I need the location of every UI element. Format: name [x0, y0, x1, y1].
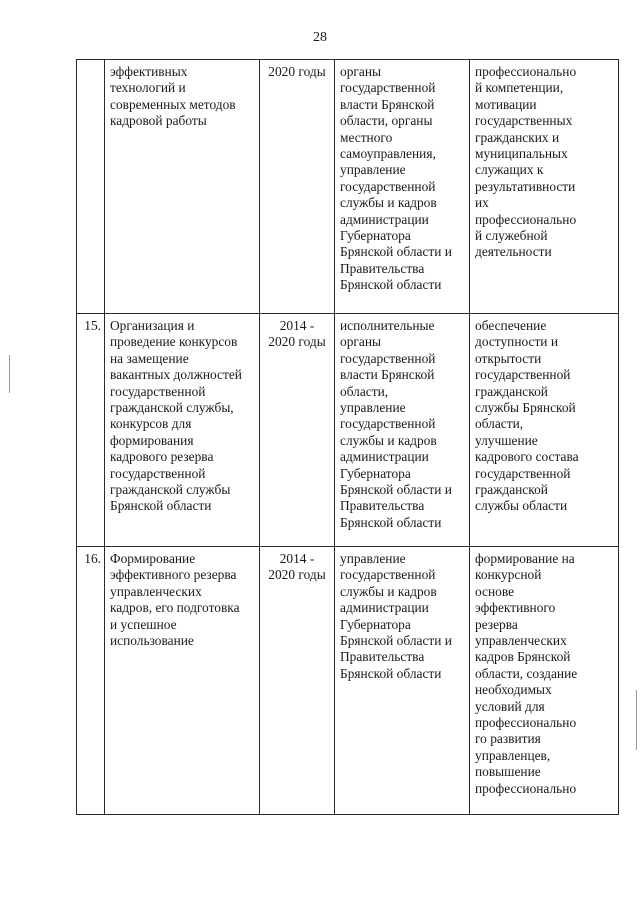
expected-result: профессионально й компетенции, мотивации государственных гражданских и муниципальных служащих к результативности их профессионально й служебной деятельности	[470, 60, 619, 314]
measure-description: эффективных технологий и современных методов кадровой работы	[105, 60, 260, 314]
implementation-period: 2014 - 2020 годы	[260, 314, 335, 547]
row-number: 15.	[77, 314, 105, 547]
table-row	[77, 314, 619, 547]
expected-result: обеспечение доступности и открытости государственной гражданской службы Брянской области, улучшение кадрового состава государственной гражданской службы области	[470, 314, 619, 547]
responsible-executors: исполнительные органы государственной власти Брянской области, управление государственной службы и кадров администрации Губернатора Брянской области и Правительства Брянской области	[335, 314, 470, 547]
measure-description: Организация и проведение конкурсов на замещение вакантных должностей государственной гражданской службы, конкурсов для формирования кадрового резерва государственной гражданской службы Брянской области	[105, 314, 260, 547]
responsible-executors: органы государственной власти Брянской области, органы местного самоуправления, управление государственной службы и кадров администрации Губернатора Брянской области и Правительства Брянской области	[335, 60, 470, 314]
responsible-executors: управление государственной службы и кадров администрации Губернатора Брянской области и Правительства Брянской области	[335, 547, 470, 815]
table-row	[77, 60, 619, 314]
measure-description: Формирование эффективного резерва управленческих кадров, его подготовка и успешное использование	[105, 547, 260, 815]
implementation-period: 2014 - 2020 годы	[260, 547, 335, 815]
scan-artifact-left	[9, 355, 10, 393]
row-number	[77, 60, 105, 314]
row-number: 16.	[77, 547, 105, 815]
measures-table	[76, 59, 619, 815]
expected-result: формирование на конкурсной основе эффективного резерва управленческих кадров Брянской области, создание необходимых условий для профессионально го развития управленцев, повышение профессионально	[470, 547, 619, 815]
implementation-period: 2020 годы	[260, 60, 335, 314]
page-number: 28	[313, 30, 327, 45]
table-row	[77, 547, 619, 815]
scan-artifact-right	[636, 690, 637, 750]
